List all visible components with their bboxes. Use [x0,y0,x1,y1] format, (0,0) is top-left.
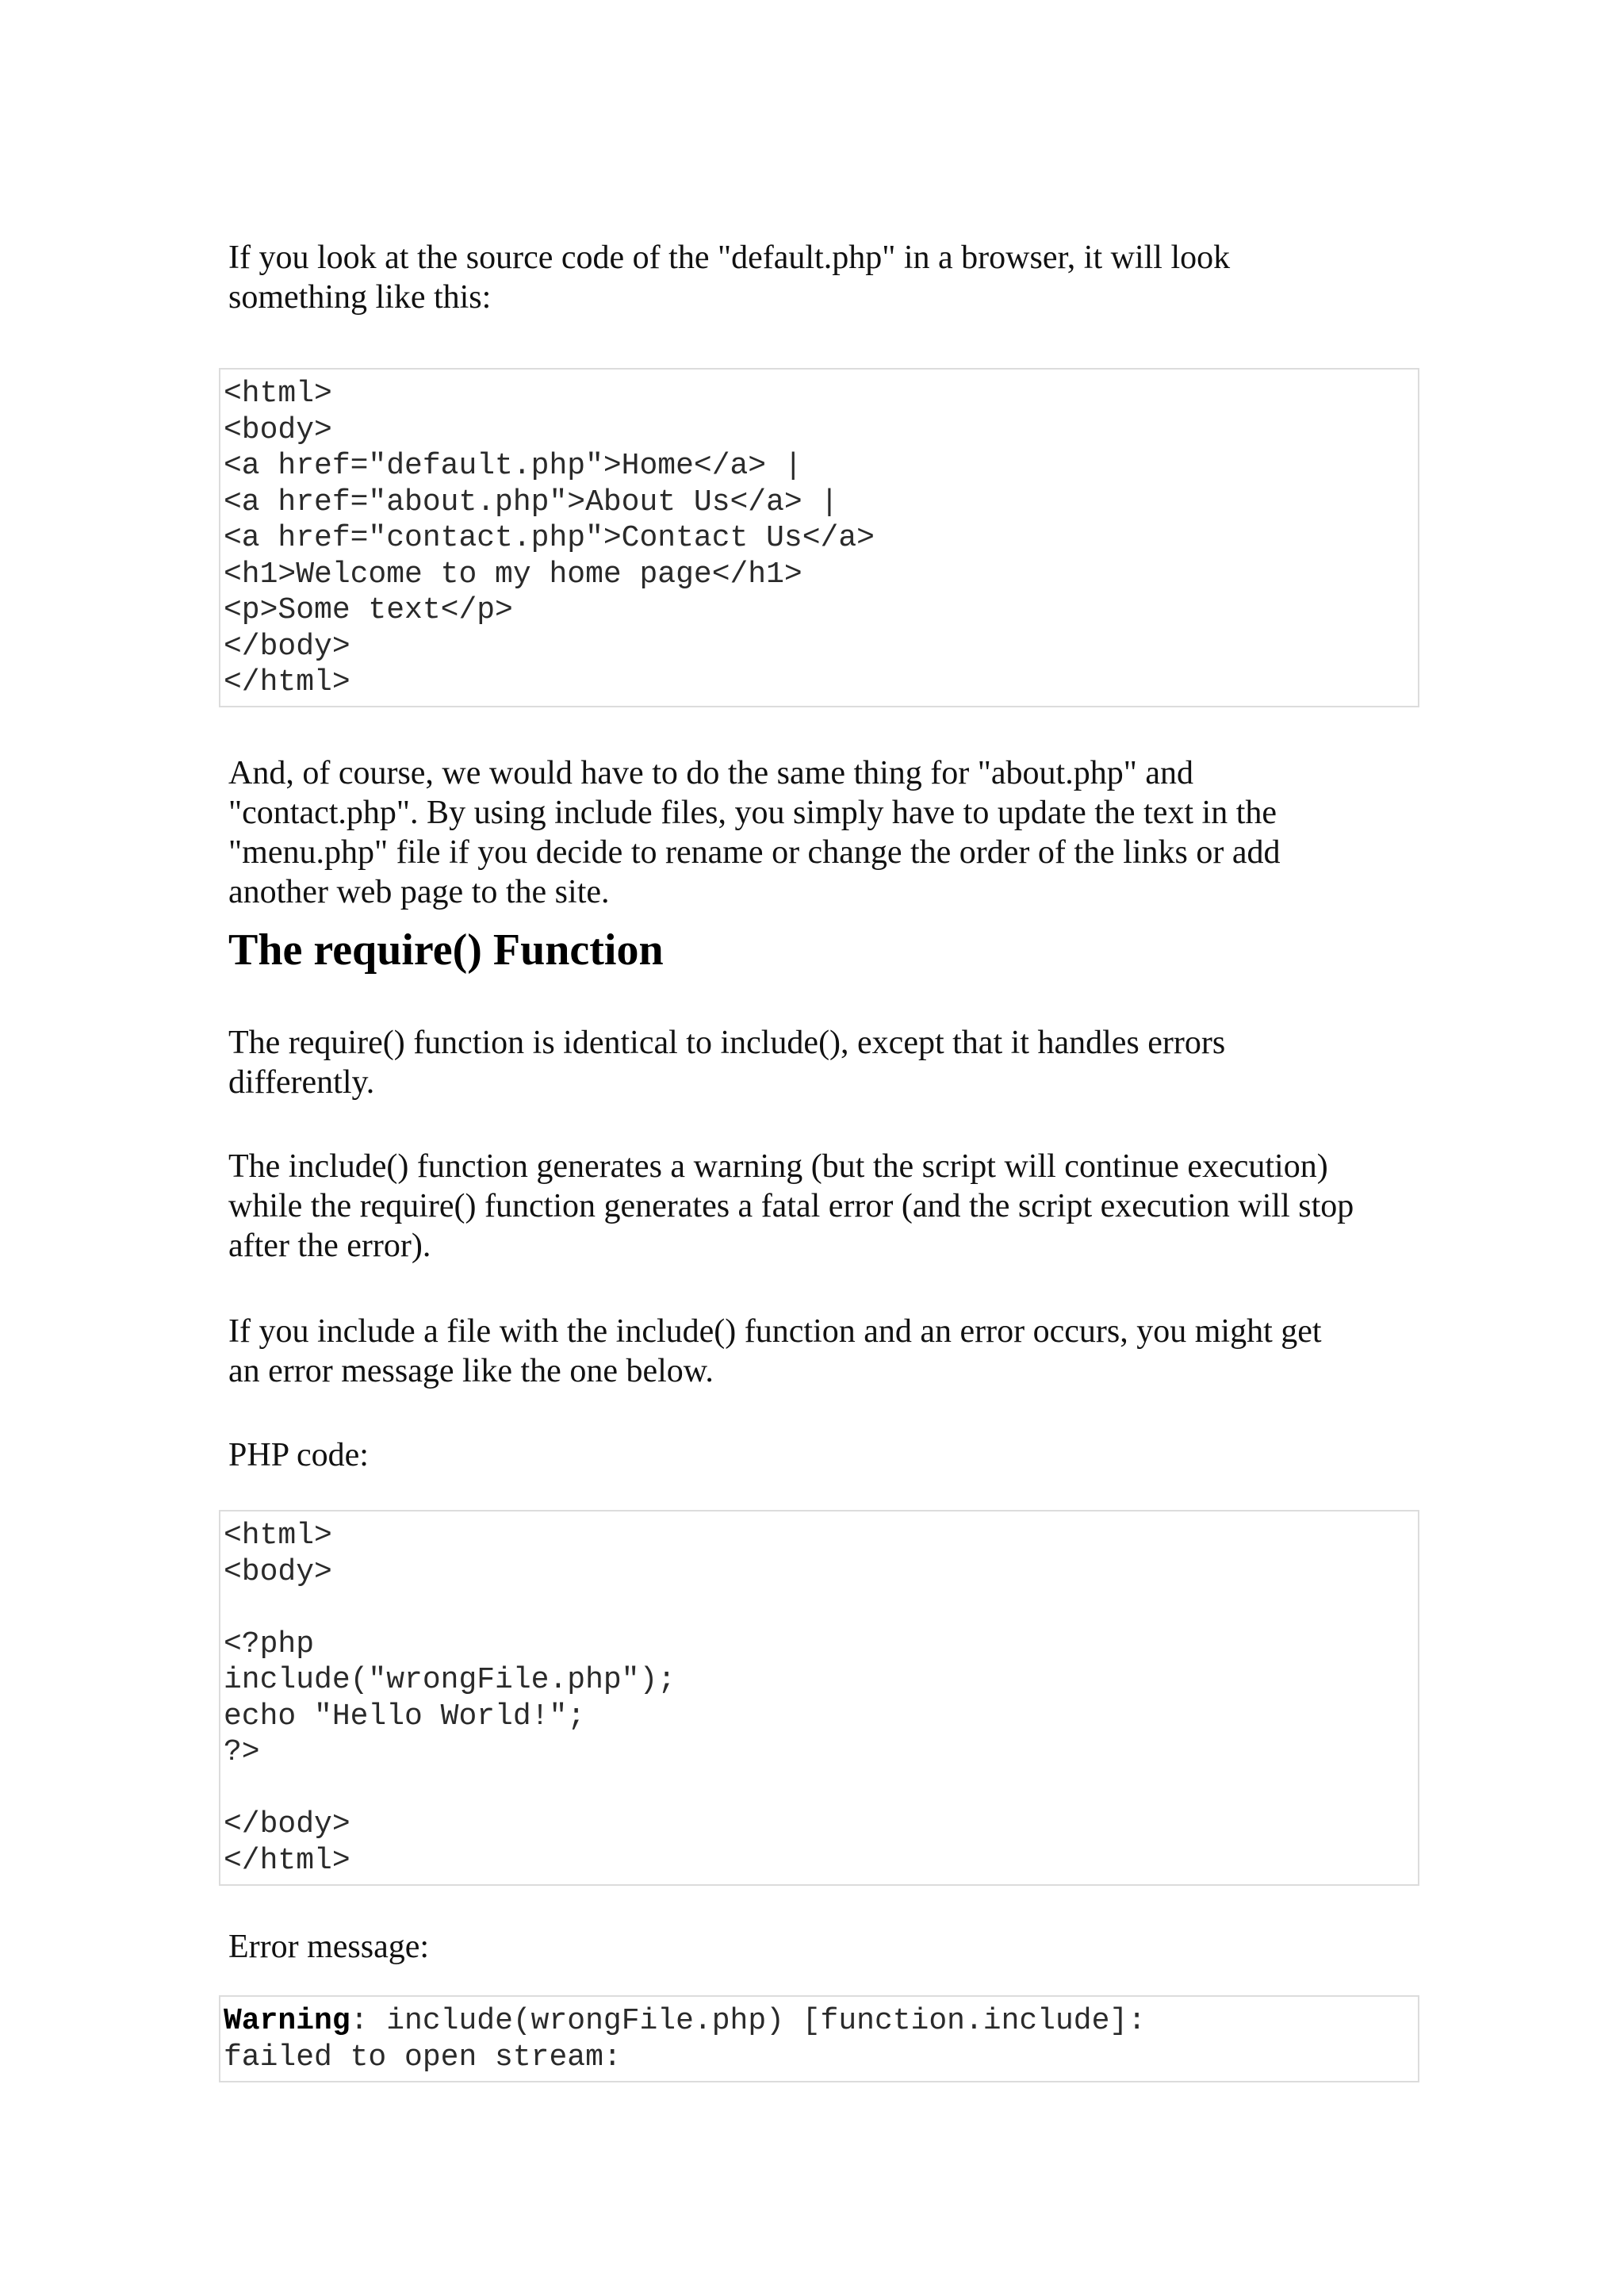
code-line: </html> [224,1843,350,1878]
error-line-1 [224,2003,1418,2040]
comparison-line-2: while the require() function generates a fatal error (and the script execution will stop [228,1188,1354,1224]
code-line [224,1590,1418,1626]
comparison-line-1: The include() function generates a warning (but the script will continue execution) [228,1148,1328,1185]
code-line: include("wrongFile.php"); [224,1663,676,1697]
require-intro-line-2: differently. [228,1064,375,1101]
warning-label: Warning [224,2004,350,2038]
code-line: echo "Hello World!"; [224,1699,586,1734]
code-line: <a href="default.php">Home</a> | [224,449,802,483]
require-intro-line-1: The require() function is identical to include(), except that it handles errors [228,1025,1226,1061]
php-code-label: PHP code: [228,1437,369,1473]
include-note-line-2: "contact.php". By using include files, you simply have to update the text in the [228,795,1277,831]
error-message-label: Error message: [228,1929,430,1965]
error-intro-line-1: If you include a file with the include() function and an error occurs, you might get [228,1313,1322,1350]
error-intro-line-2: an error message like the one below. [228,1353,714,1389]
comparison-line-3: after the error). [228,1228,431,1264]
section-heading: The require() Function [228,925,664,975]
code-line: <html> [224,377,332,411]
code-line: </html> [224,665,350,699]
code-line: <a href="contact.php">Contact Us</a> [224,521,875,555]
intro-paragraph-line-2: something like this: [228,279,492,316]
code-line: </body> [224,1807,350,1841]
error-message-block [219,1995,1419,2082]
code-line: <html> [224,1519,332,1553]
include-note-line-3: "menu.php" file if you decide to rename or change the order of the links or add [228,834,1281,871]
code-line: <p>Some text</p> [224,593,513,627]
code-line [224,1771,1418,1807]
php-source-code-block [219,1510,1419,1886]
code-line: <a href="about.php">About Us</a> | [224,485,839,519]
code-line: <body> [224,1554,332,1589]
code-line: <h1>Welcome to my home page</h1> [224,557,802,592]
error-line-1-text: : include(wrongFile.php) [function.include]: [350,2004,1147,2038]
html-source-code-block [219,368,1419,707]
include-note-line-4: another web page to the site. [228,874,610,910]
intro-paragraph-line-1: If you look at the source code of the "default.php" in a browser, it will look [228,239,1231,276]
error-line-2: failed to open stream: [224,2040,622,2075]
code-line: <body> [224,412,332,447]
code-line: ?> [224,1735,260,1769]
code-line: <?php [224,1626,315,1661]
code-line: </body> [224,629,350,664]
include-note-line-1: And, of course, we would have to do the same thing for "about.php" and [228,755,1194,791]
